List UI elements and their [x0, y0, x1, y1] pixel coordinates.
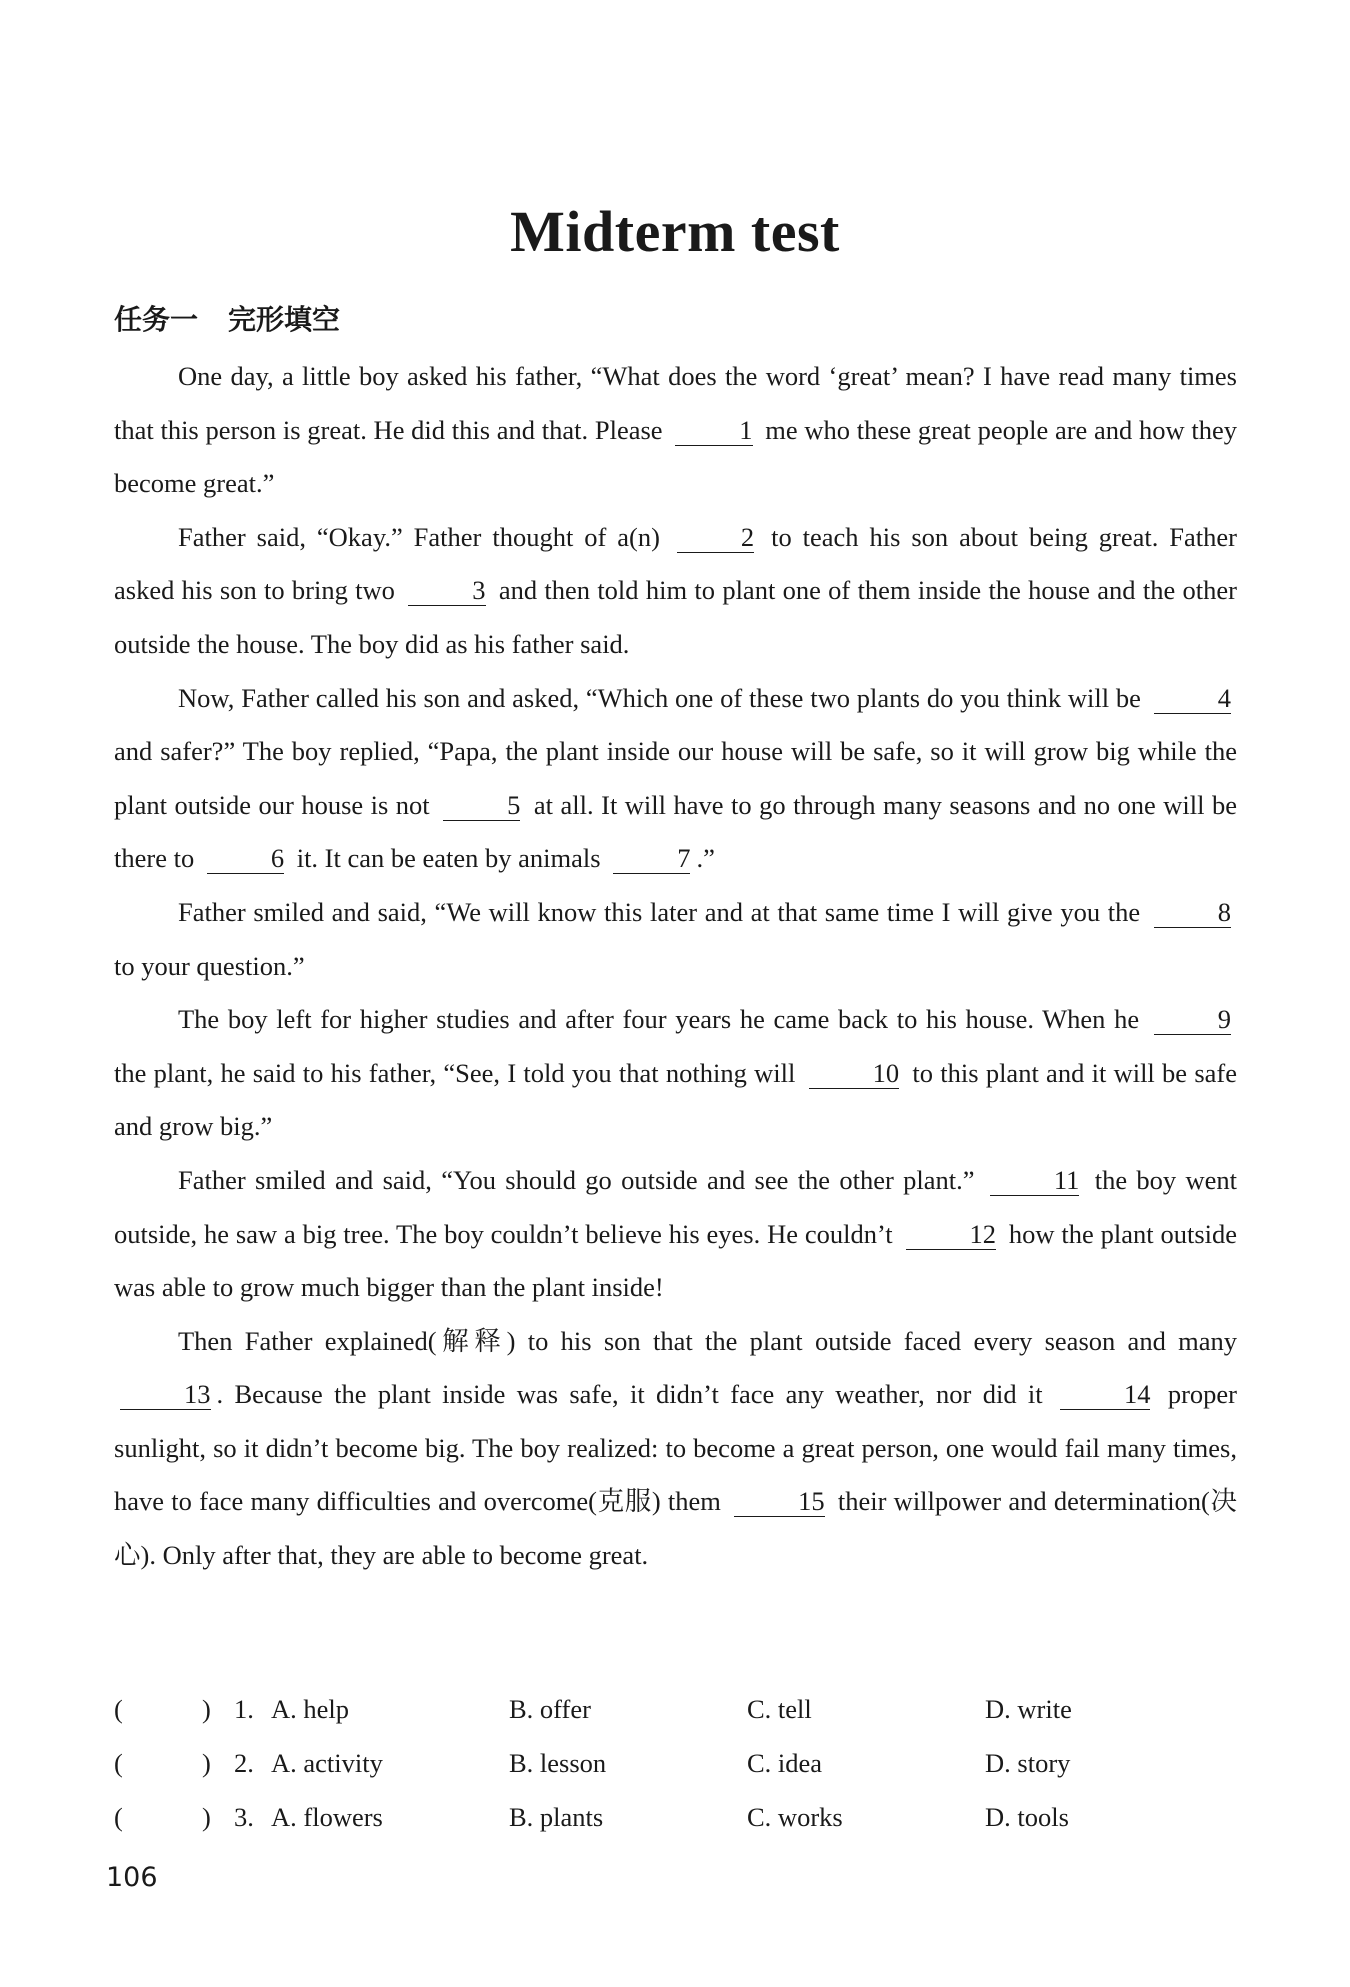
option-d: D. story: [985, 1748, 1071, 1778]
passage-text: it. It can be eaten by animals: [296, 843, 601, 874]
answer-bracket-open[interactable]: (: [114, 1802, 123, 1832]
paragraph-5: [114, 993, 1237, 1154]
option-c: C. tell: [747, 1694, 812, 1724]
option-c: C. works: [747, 1802, 843, 1832]
blank-13: 13: [120, 1379, 211, 1410]
option-a: A. help: [271, 1694, 350, 1724]
passage-text: One day, a little boy asked his father, “What does the word ‘great’ mean? I have read many times that this person is great. He did this and that. Please: [114, 361, 1237, 445]
answer-bracket-open[interactable]: (: [114, 1694, 123, 1724]
blank-10: 10: [809, 1058, 900, 1089]
passage-text: Father said, “Okay.” Father thought of a(n): [178, 521, 660, 552]
blank-3: 3: [408, 575, 485, 606]
section-heading: [114, 298, 340, 338]
option-b: B. plants: [509, 1802, 604, 1832]
question-row: [114, 1736, 1237, 1790]
question-number: 2.: [234, 1748, 254, 1778]
page-title: Midterm test: [510, 199, 840, 264]
blank-2: 2: [677, 522, 754, 553]
passage-text: the boy went outside, he saw a big tree. The boy couldn’t believe his eyes. He couldn’t: [114, 1164, 1238, 1249]
passage-text: Father smiled and said, “We will know this later and at that same time I will give you the: [178, 896, 1141, 927]
section-label: 任务一: [114, 303, 199, 336]
passage-text: to teach his son about being great. Father asked his son to bring two: [114, 521, 1238, 606]
answer-bracket-open[interactable]: (: [114, 1748, 123, 1778]
passage-text: to your question.”: [114, 950, 305, 981]
passage-text: and then told him to plant one of them inside the house and the other outside the house. The boy did as his father said.: [114, 575, 1238, 659]
paragraph-6: [114, 1154, 1237, 1315]
passage-text: proper sunlight, so it didn’t become big. The boy realized: to become a great person, one would fail many times, have to face many difficulties and overcome(克服) them: [114, 1379, 1237, 1517]
blank-7: 7: [613, 843, 690, 874]
passage-text: how the plant outside was able to grow much bigger than the plant inside!: [114, 1218, 1238, 1303]
blank-15: 15: [734, 1486, 825, 1517]
paragraph-3: [114, 672, 1237, 886]
question-row: [114, 1682, 1237, 1736]
blank-6: 6: [207, 843, 284, 874]
passage-text: Now, Father called his son and asked, “Which one of these two plants do you think will be: [178, 682, 1141, 713]
answer-bracket-close: ): [202, 1694, 211, 1724]
option-d: D. tools: [985, 1802, 1069, 1832]
blank-5: 5: [443, 790, 520, 821]
option-d: D. write: [985, 1694, 1072, 1724]
blank-11: 11: [990, 1165, 1080, 1196]
blank-12: 12: [906, 1219, 997, 1250]
passage-text: Father smiled and said, “You should go outside and see the other plant.”: [178, 1164, 975, 1195]
option-c: C. idea: [747, 1748, 823, 1778]
passage-text: .”: [696, 843, 715, 874]
page-number: 106: [106, 1862, 158, 1893]
passage-text: at all. It will have to go through many seasons and no one will be there to: [114, 789, 1238, 874]
passage-text: to this plant and it will be safe and grow big.”: [114, 1057, 1237, 1142]
paragraph-1: [114, 350, 1237, 511]
paragraph-7: [114, 1315, 1237, 1583]
passage-text: . Because the plant inside was safe, it didn’t face any weather, nor did it: [216, 1379, 1043, 1410]
passage-text: me who these great people are and how they become great.”: [114, 414, 1238, 499]
question-number: 1.: [234, 1694, 254, 1724]
answer-bracket-close: ): [202, 1802, 211, 1832]
option-b: B. offer: [509, 1694, 591, 1724]
blank-4: 4: [1154, 683, 1231, 714]
option-b: B. lesson: [509, 1748, 607, 1778]
paragraph-4: [114, 886, 1237, 993]
paragraph-2: [114, 511, 1237, 672]
passage-text: the plant, he said to his father, “See, I told you that nothing will: [114, 1057, 796, 1088]
blank-1: 1: [675, 415, 752, 446]
cloze-passage: [114, 350, 1237, 1583]
blank-14: 14: [1060, 1379, 1151, 1410]
passage-text: Then Father explained(解释) to his son that the plant outside faced every season and many: [178, 1325, 1237, 1356]
blank-8: 8: [1154, 897, 1231, 928]
passage-text: and safer?” The boy replied, “Papa, the plant inside our house will be safe, so it will grow big while the plant outside our house is not: [114, 736, 1237, 820]
answer-bracket-close: ): [202, 1748, 211, 1778]
passage-text: The boy left for higher studies and after four years he came back to his house. When he: [178, 1004, 1140, 1035]
section-name: 完形填空: [228, 303, 341, 336]
blank-9: 9: [1154, 1004, 1231, 1035]
question-list: [114, 1682, 1237, 1844]
question-row: [114, 1790, 1237, 1844]
passage-text: their willpower and determination(决心). Only after that, they are able to become great.: [114, 1486, 1237, 1571]
option-a: A. flowers: [271, 1802, 383, 1832]
option-a: A. activity: [271, 1748, 383, 1778]
question-number: 3.: [234, 1802, 254, 1832]
